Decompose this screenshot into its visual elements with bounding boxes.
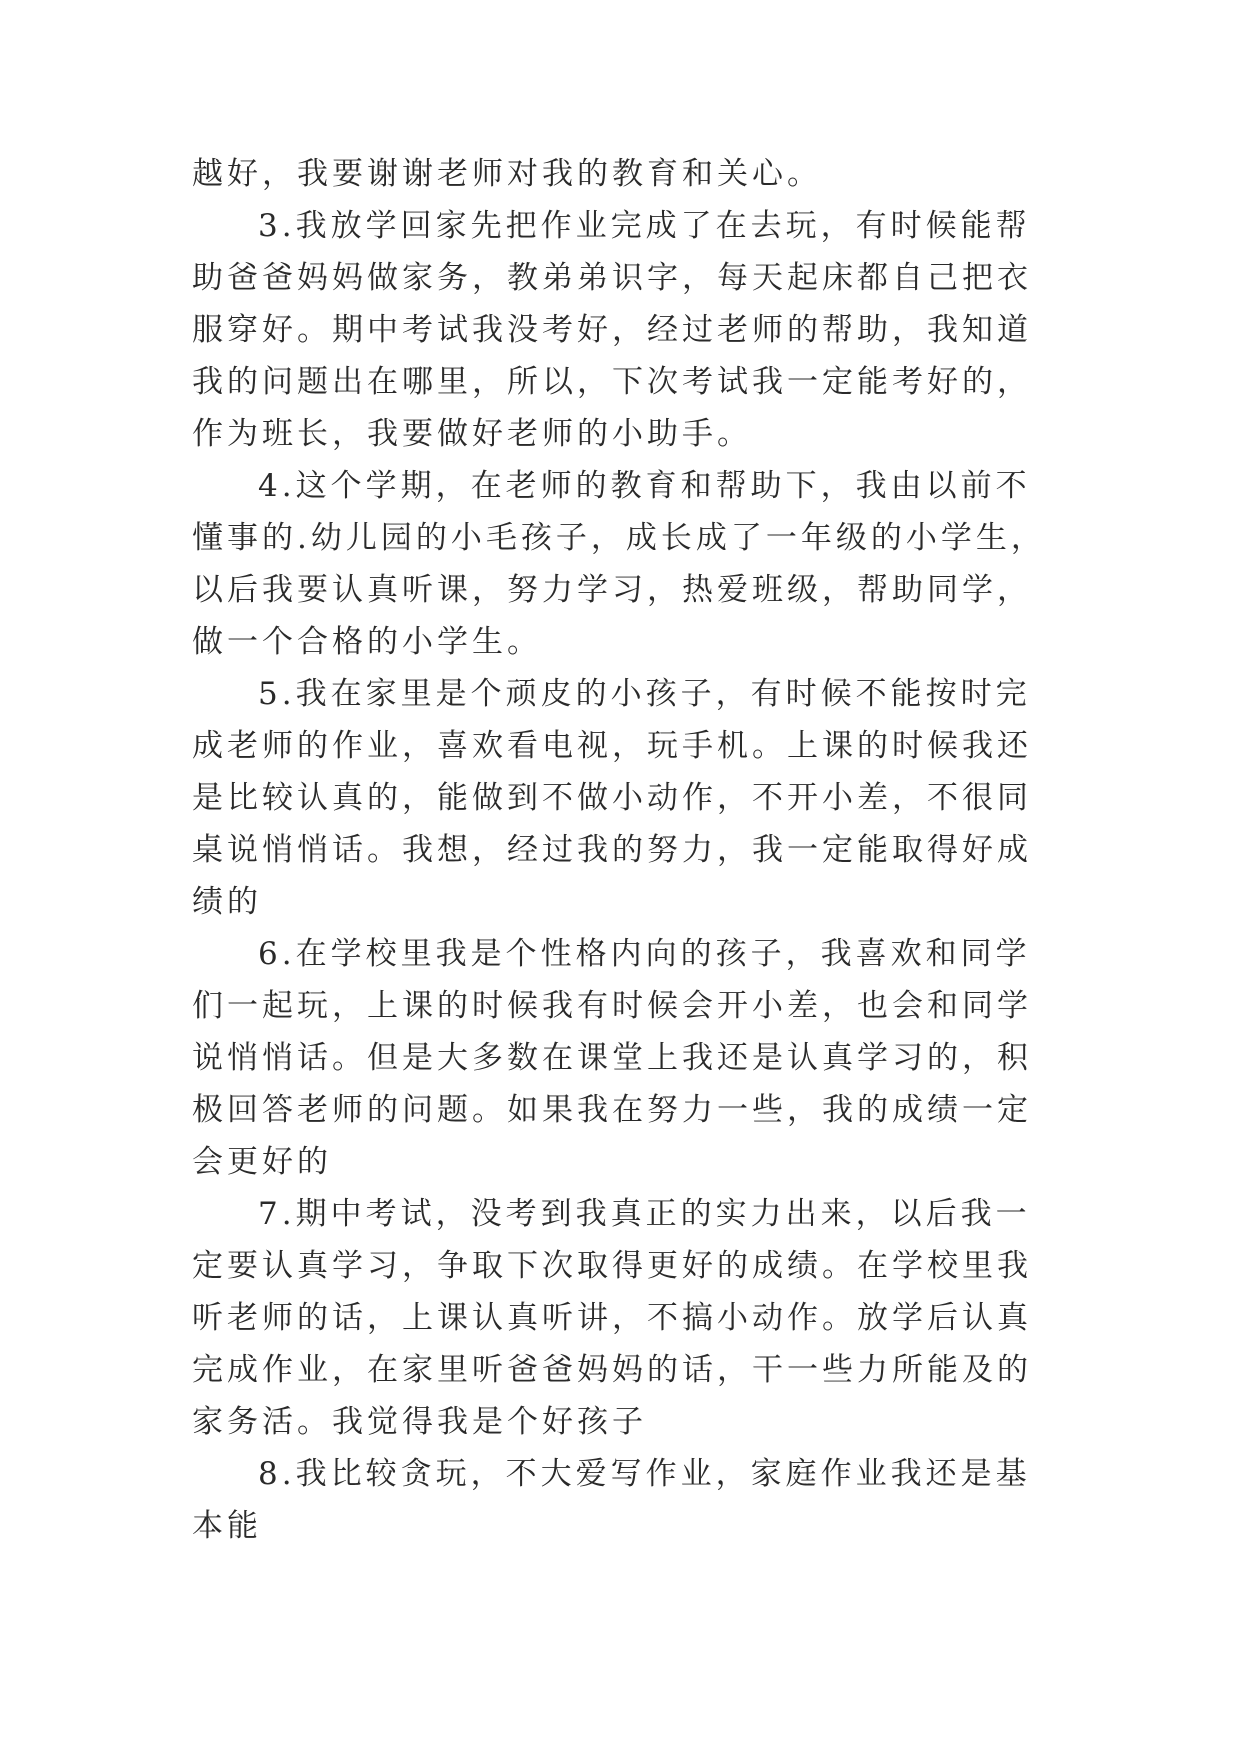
paragraph-continuation: 越好，我要谢谢老师对我的教育和关心。 bbox=[192, 156, 822, 192]
paragraph-item-7: 7.期中考试，没考到我真正的实力出来，以后我一定要认真学习，争取下次取得更好的成绩。在学校里我听老师的话，上课认真听讲，不搞小动作。放学后认真完成作业，在家里听爸爸妈妈的话，干一些力所能及的家务活。我觉得我是个好孩子 bbox=[192, 1196, 1032, 1440]
paragraph-item-6: 6.在学校里我是个性格内向的孩子，我喜欢和同学们一起玩，上课的时候我有时候会开小差，也会和同学说悄悄话。但是大多数在课堂上我还是认真学习的，积极回答老师的问题。如果我在努力一些，我的成绩一定会更好的 bbox=[192, 936, 1032, 1180]
paragraph-item-3: 3.我放学回家先把作业完成了在去玩，有时候能帮助爸爸妈妈做家务，教弟弟识字，每天起床都自己把衣服穿好。期中考试我没考好，经过老师的帮助，我知道我的问题出在哪里，所以，下次考试我一定能考好的，作为班长，我要做好老师的小助手。 bbox=[192, 208, 1032, 452]
paragraph-item-4: 4.这个学期，在老师的教育和帮助下，我由以前不懂事的.幼儿园的小毛孩子，成长成了一年级的小学生，以后我要认真听课，努力学习，热爱班级，帮助同学，做一个合格的小学生。 bbox=[192, 468, 1046, 660]
paragraph-item-8: 8.我比较贪玩，不大爱写作业，家庭作业我还是基本能 bbox=[192, 1456, 1031, 1544]
paragraph-item-5: 5.我在家里是个顽皮的小孩子，有时候不能按时完成老师的作业，喜欢看电视，玩手机。上课的时候我还是比较认真的，能做到不做小动作，不开小差，不很同桌说悄悄话。我想，经过我的努力，我一定能取得好成绩的 bbox=[192, 676, 1032, 920]
document-body bbox=[192, 148, 1062, 1552]
